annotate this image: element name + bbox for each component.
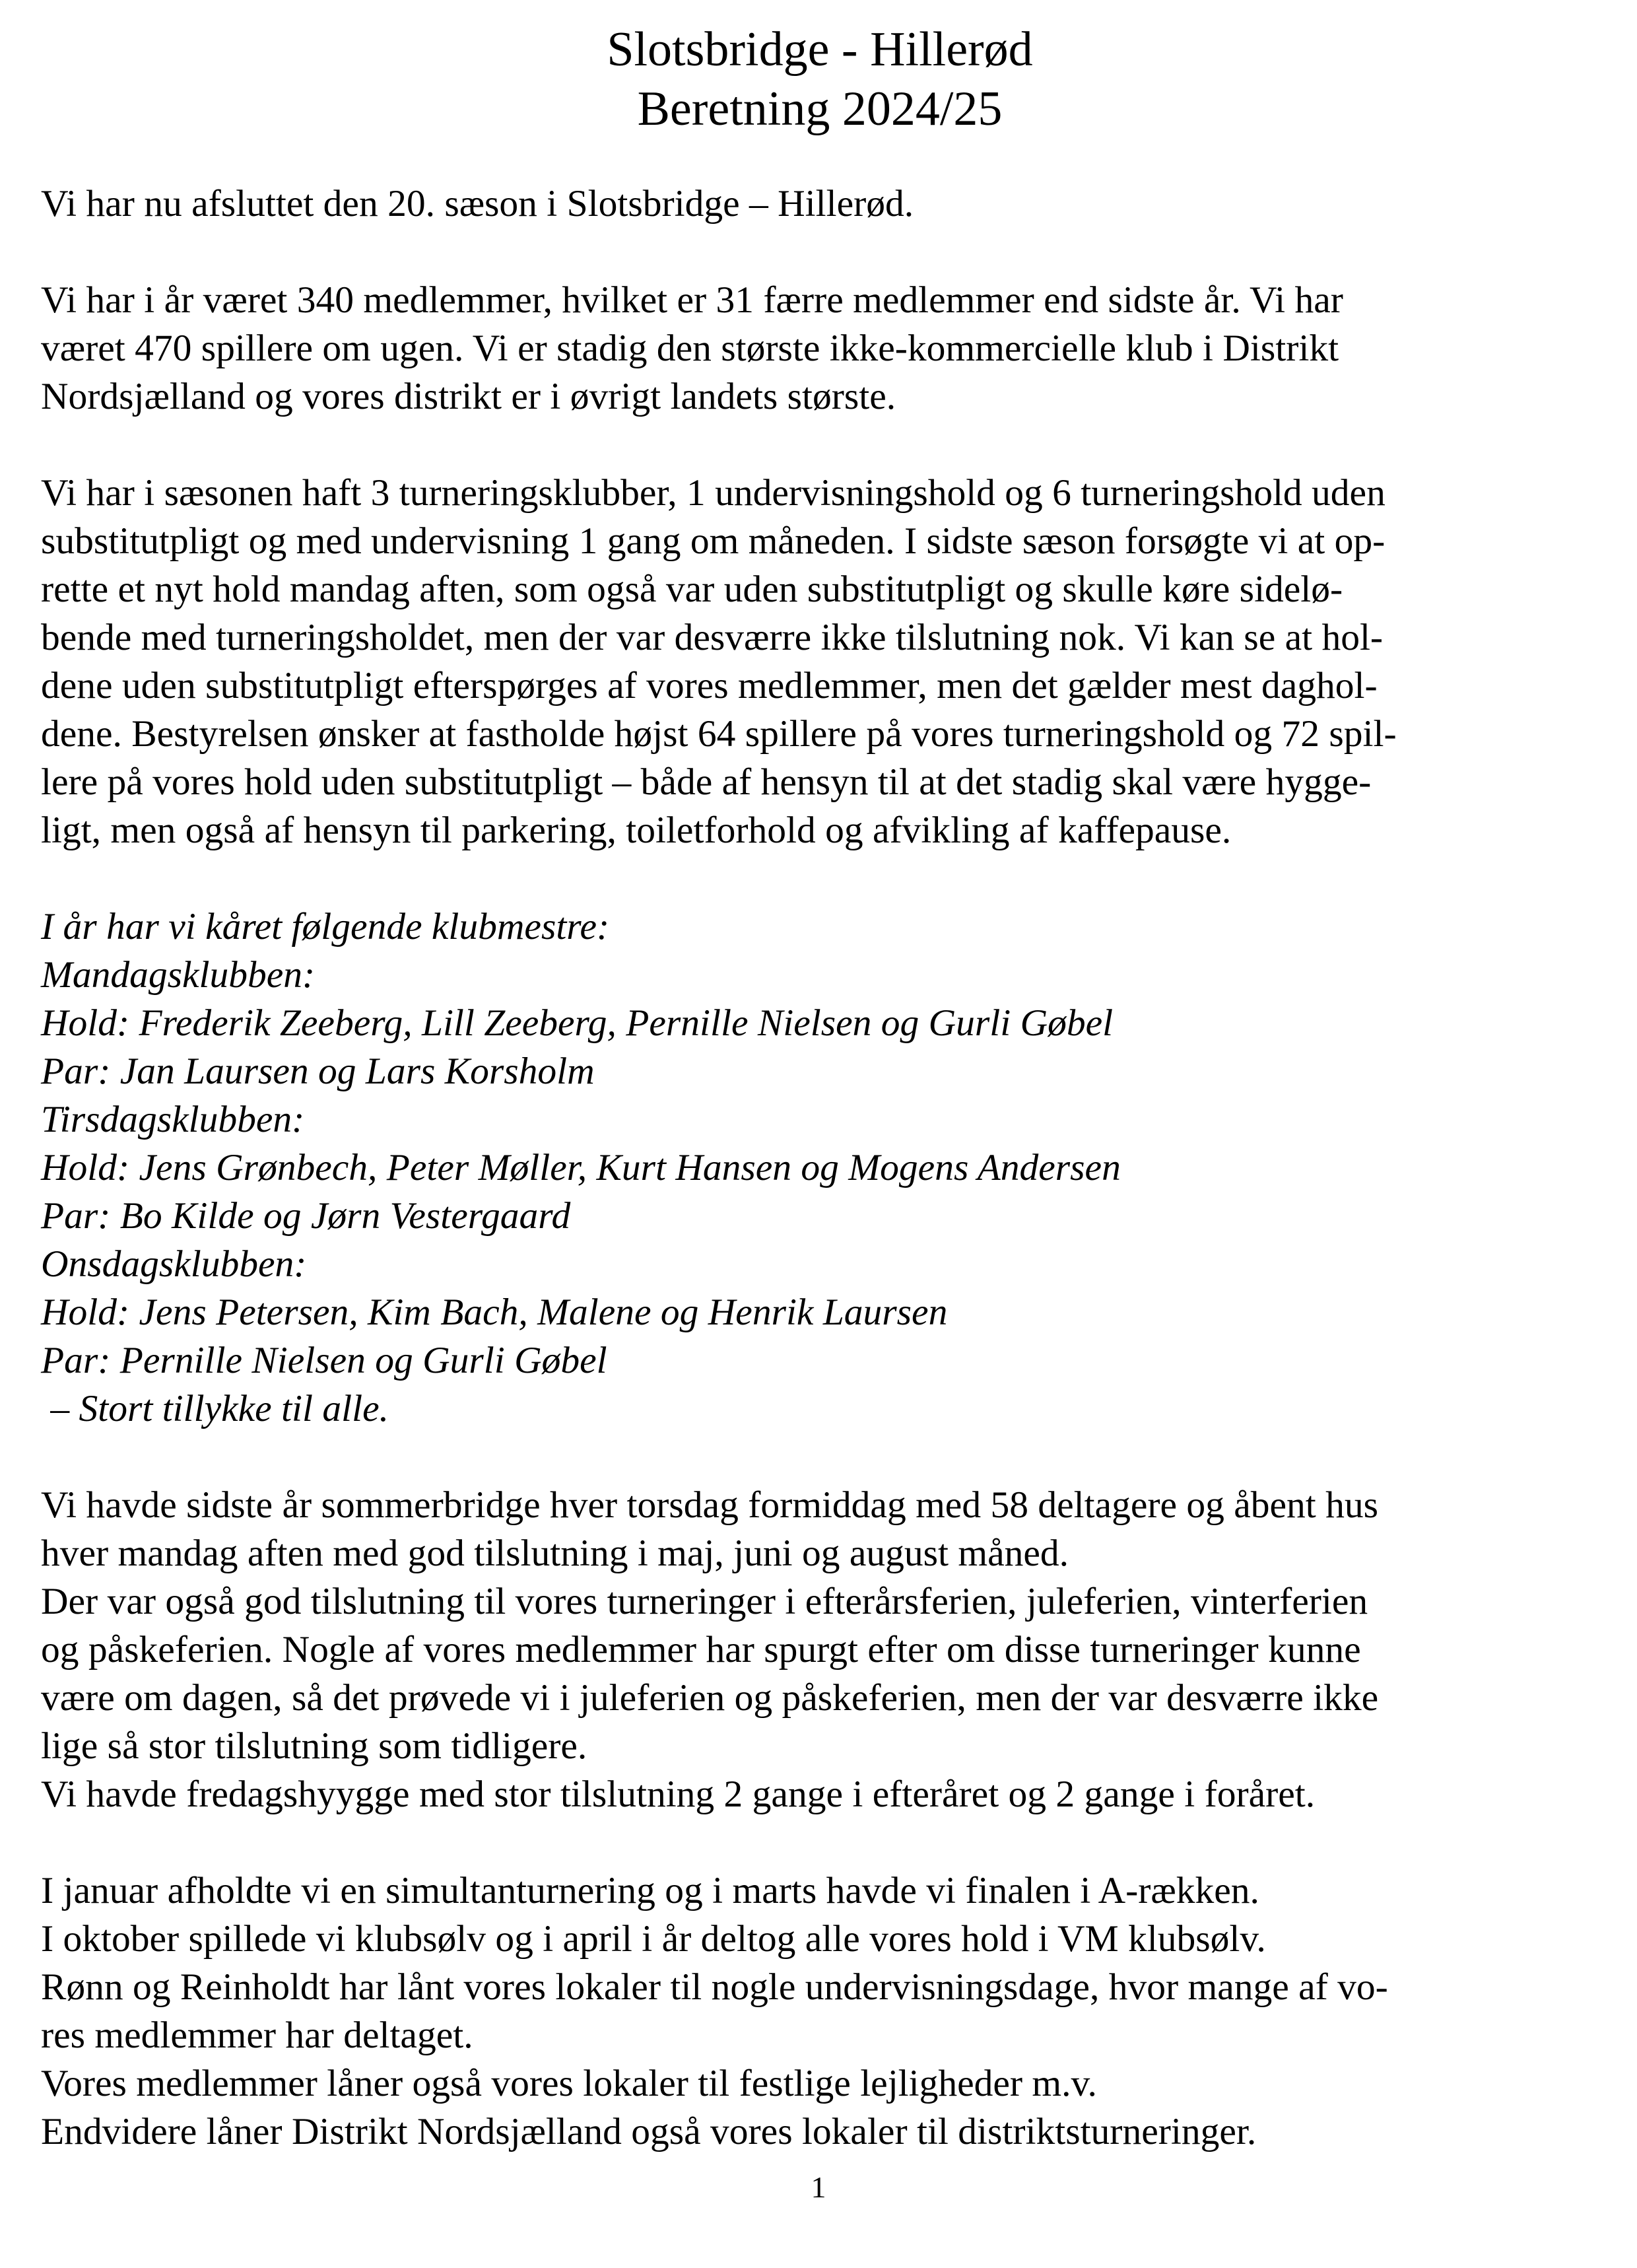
text-line: været 470 spillere om ugen. Vi er stadig den største ikke-kommercielle klub i Distrikt xyxy=(41,327,1339,369)
text-line: substitutpligt og med undervisning 1 gang om måneden. I sidste sæson forsøgte vi at op- xyxy=(41,520,1386,562)
club-team-champions: Hold: Jens Grønbech, Peter Møller, Kurt Hansen og Mogens Andersen xyxy=(41,1147,1121,1188)
club-pair-champions: Par: Bo Kilde og Jørn Vestergaard xyxy=(41,1195,571,1237)
text-line: være om dagen, så det prøvede vi i juleferien og påskeferien, men der var desværre ikke xyxy=(41,1677,1379,1719)
club-name: Onsdagsklubben: xyxy=(41,1243,307,1285)
document-page xyxy=(41,20,1599,2156)
text-line: Vores medlemmer låner også vores lokaler til festlige lejligheder m.v. xyxy=(41,2063,1097,2104)
text-line: Vi havde fredagshyygge med stor tilslutning 2 gange i efteråret og 2 gange i foråret. xyxy=(41,1773,1316,1815)
text-line: Vi havde sidste år sommerbridge hver torsdag formiddag med 58 deltagere og åbent hus xyxy=(41,1484,1379,1526)
text-line: lere på vores hold uden substitutpligt – både af hensyn til at det stadig skal være hygge- xyxy=(41,761,1372,803)
text-line: dene uden substitutpligt efterspørges af vores medlemmer, men det gælder mest daghol- xyxy=(41,665,1378,706)
text-line: Vi har i sæsonen haft 3 turneringsklubber, 1 undervisningshold og 6 turneringshold uden xyxy=(41,472,1386,514)
activities-paragraph xyxy=(41,1867,1599,2156)
text-line: rette et nyt hold mandag aften, som også var uden substitutpligt og skulle køre sidelø- xyxy=(41,568,1343,610)
page-number: 1 xyxy=(811,2170,826,2204)
text-line: ligt, men også af hensyn til parkering, toiletforhold og afvikling af kaffepause. xyxy=(41,809,1232,851)
events-paragraph xyxy=(41,1481,1599,1818)
club-pair-champions: Par: Pernille Nielsen og Gurli Gøbel xyxy=(41,1340,607,1381)
text-line: Vi har i år været 340 medlemmer, hvilket er 31 færre medlemmer end sidste år. Vi har xyxy=(41,279,1343,321)
document-subtitle: Beretning 2024/25 xyxy=(637,82,1003,136)
club-name: Tirsdagsklubben: xyxy=(41,1099,305,1140)
text-line: hver mandag aften med god tilslutning i maj, juni og august måned. xyxy=(41,1532,1069,1574)
champions-closing: – Stort tillykke til alle. xyxy=(41,1388,389,1429)
season-paragraph xyxy=(41,469,1599,854)
text-line: dene. Bestyrelsen ønsker at fastholde højst 64 spillere på vores turneringshold og 72 spil- xyxy=(41,713,1397,755)
text-line: Endvidere låner Distrikt Nordsjælland også vores lokaler til distriktsturneringer. xyxy=(41,2111,1257,2152)
champions-intro: I år har vi kåret følgende klubmestre: xyxy=(41,906,610,947)
text-line: Rønn og Reinholdt har lånt vores lokaler til nogle undervisningsdage, hvor mange af vo- xyxy=(41,1966,1388,2008)
club-team-champions: Hold: Jens Petersen, Kim Bach, Malene og Henrik Laursen xyxy=(41,1291,948,1333)
club-team-champions: Hold: Frederik Zeeberg, Lill Zeeberg, Pernille Nielsen og Gurli Gøbel xyxy=(41,1002,1114,1044)
club-pair-champions: Par: Jan Laursen og Lars Korsholm xyxy=(41,1050,595,1092)
text-line: I oktober spillede vi klubsølv og i april i år deltog alle vores hold i VM klubsølv. xyxy=(41,1918,1266,1960)
members-paragraph xyxy=(41,276,1599,421)
champions-section xyxy=(41,903,1599,1433)
document-body xyxy=(41,180,1599,2156)
intro-paragraph: Vi har nu afsluttet den 20. sæson i Slotsbridge – Hillerød. xyxy=(41,183,914,224)
club-name: Mandagsklubben: xyxy=(41,954,316,996)
text-line: res medlemmer har deltaget. xyxy=(41,2014,473,2056)
document-title: Slotsbridge - Hillerød xyxy=(607,22,1033,77)
text-line: I januar afholdte vi en simultanturnering og i marts havde vi finalen i A-rækken. xyxy=(41,1870,1259,1911)
text-line: Der var også god tilslutning til vores turneringer i efterårsferien, juleferien, vinterferien xyxy=(41,1581,1368,1622)
text-line: og påskeferien. Nogle af vores medlemmer har spurgt efter om disse turneringer kunne xyxy=(41,1629,1361,1670)
text-line: Nordsjælland og vores distrikt er i øvrigt landets største. xyxy=(41,376,896,417)
text-line: lige så stor tilslutning som tidligere. xyxy=(41,1725,587,1767)
text-line: bende med turneringsholdet, men der var desværre ikke tilslutning nok. Vi kan se at hol- xyxy=(41,617,1384,658)
